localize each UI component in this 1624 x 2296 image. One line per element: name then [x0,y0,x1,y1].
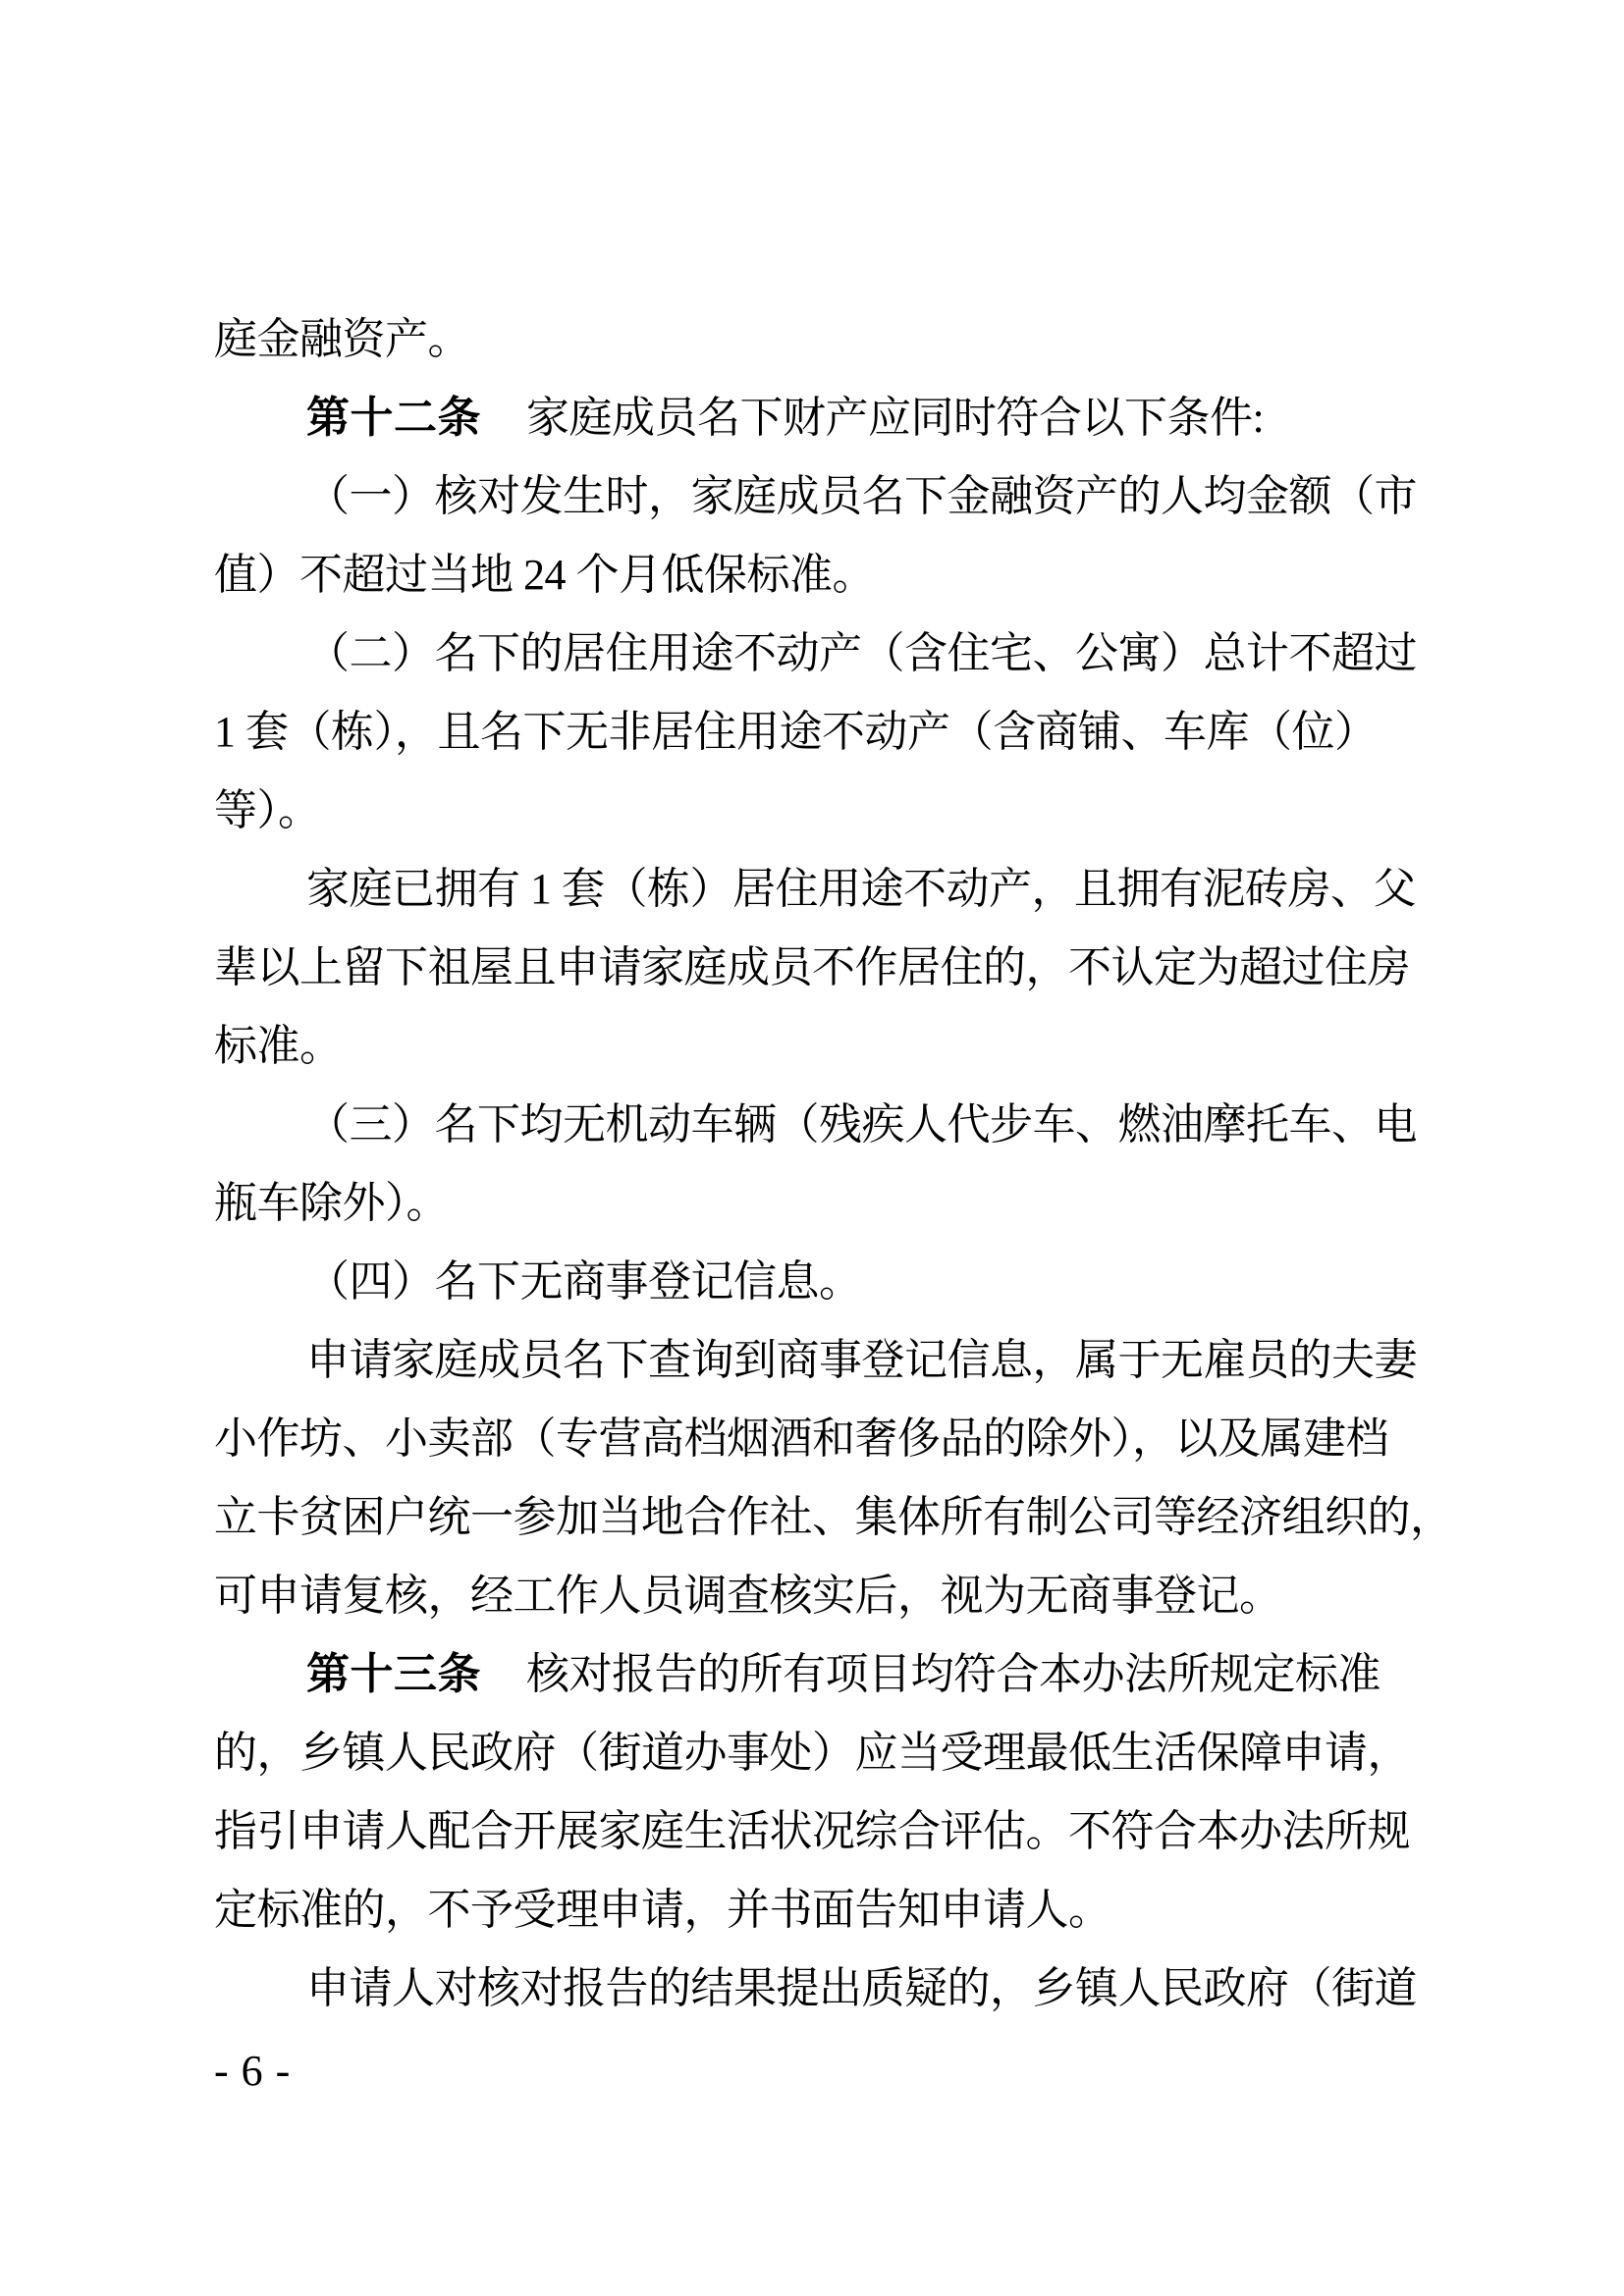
text-line [214,536,1451,614]
line-text: 瓶车除外）。 [214,1179,449,1227]
document-body [214,300,1451,2028]
text-line [214,1400,1451,1478]
line-text: 申请家庭成员名下查询到商事登记信息，属于无雇员的夫妻 [306,1336,1417,1384]
line-text: 等）。 [214,786,321,834]
line-text: 申请人对核对报告的结果提出质疑的，乡镇人民政府（街道 [306,1964,1417,2012]
text-line [214,1635,1451,1714]
text-line [214,300,1451,379]
line-text: 值）不超过当地 24 个月低保标准。 [214,551,875,599]
text-line [214,693,1451,772]
line-text: 小作坊、小卖部（专营高档烟酒和奢侈品的除外），以及属建档 [214,1415,1388,1463]
line-text: 家庭已拥有 1 套（栋）居住用途不动产，且拥有泥砖房、父 [306,865,1416,913]
text-line [214,1164,1451,1243]
line-text: 立卡贫困户统一参加当地合作社、集体所有制公司等经济组织的， [214,1493,1453,1541]
text-line [214,772,1451,850]
line-text: 1 套（栋），且名下无非居住用途不动产（含商铺、车库（位） [214,708,1378,756]
line-text: 核对报告的所有项目均符合本办法所规定标准 [526,1650,1380,1698]
text-line [214,1243,1451,1321]
line-text: 家庭成员名下财产应同时符合以下条件: [526,394,1265,442]
text-line [214,1007,1451,1086]
text-line [214,1714,1451,1792]
line-text: 定标准的，不予受理申请，并书面告知申请人。 [214,1886,1111,1934]
text-line [214,1557,1451,1635]
line-text: 的，乡镇人民政府（街道办事处）应当受理最低生活保障申请， [214,1729,1410,1777]
text-line [214,1949,1451,2028]
line-text: （二）名下的居住用途不动产（含住宅、公寓）总计不超过 [306,629,1417,677]
text-line [214,1478,1451,1557]
line-text: 辈以上留下祖屋且申请家庭成员不作居住的，不认定为超过住房 [214,943,1410,991]
text-line [214,1871,1451,1949]
line-text: （一）核对发生时，家庭成员名下金融资产的人均金额（市 [306,472,1417,520]
text-line [214,1321,1451,1400]
text-line [214,379,1451,457]
text-line [214,929,1451,1007]
line-text: （四）名下无商事登记信息。 [306,1257,862,1306]
line-text: 庭金融资产。 [214,315,470,363]
article-number-label: 第十三条 [306,1650,481,1698]
text-line [214,614,1451,693]
line-text: （三）名下均无机动车辆（残疾人代步车、燃油摩托车、电 [306,1100,1417,1148]
line-text: 标准。 [214,1022,343,1070]
article-number-label: 第十二条 [306,394,481,442]
text-line [214,850,1451,929]
line-text: 指引申请人配合开展家庭生活状况综合评估。不符合本办法所规 [214,1807,1410,1855]
text-line [214,457,1451,536]
page-number: - 6 - [214,2047,292,2095]
text-line [214,1792,1451,1871]
line-text: 可申请复核，经工作人员调查核实后，视为无商事登记。 [214,1572,1282,1620]
text-line [214,1086,1451,1164]
